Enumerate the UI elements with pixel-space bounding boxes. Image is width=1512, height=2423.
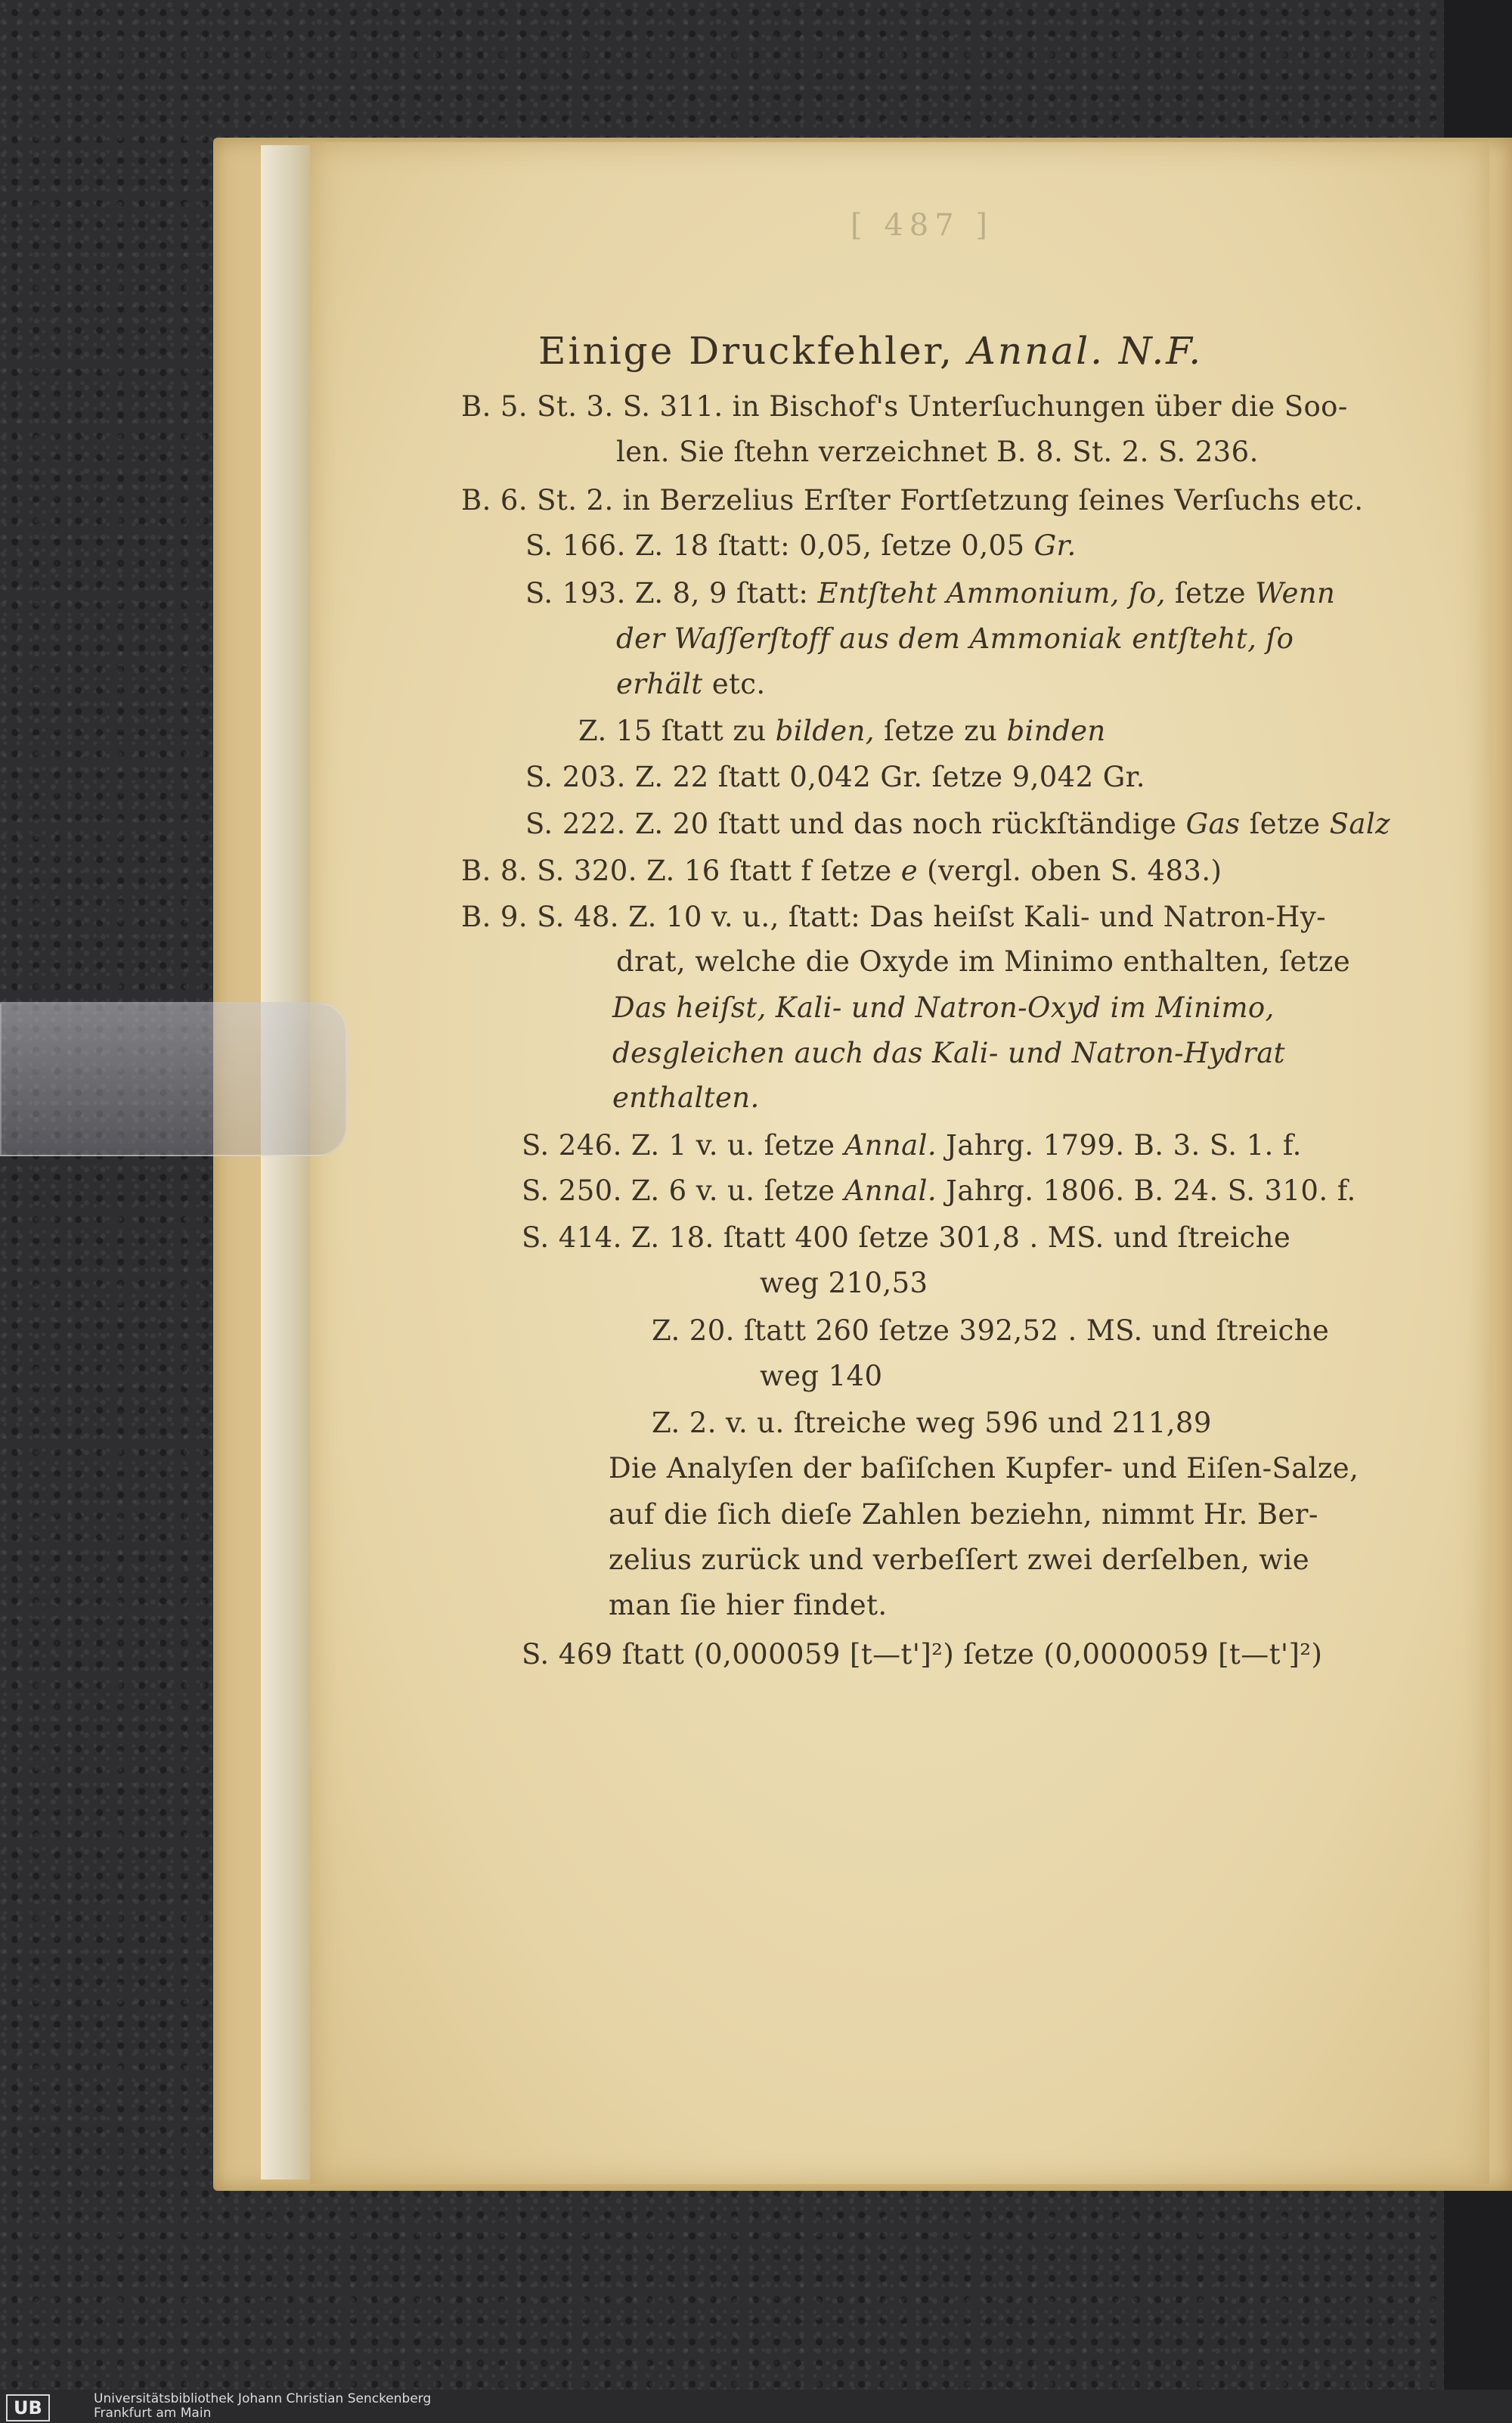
roman-text: Jahrg. 1806. B. 24. S. 310. f. bbox=[937, 1174, 1356, 1207]
italic-text: e bbox=[900, 855, 918, 887]
italic-text: der Waſſerſtoff aus dem Ammoniak entſteht, ſo bbox=[616, 622, 1294, 655]
italic-text: Das heiſst, Kali- und Natron-Oxyd im Minimo, bbox=[612, 991, 1275, 1024]
roman-text: S. 250. Z. 6 v. u. ſetze bbox=[522, 1174, 844, 1207]
roman-text: Jahrg. 1799. B. 3. S. 1. f. bbox=[937, 1129, 1302, 1162]
errata-line bbox=[612, 1079, 760, 1117]
library-name: Universitätsbibliothek Johann Christian Senckenberg bbox=[94, 2391, 432, 2406]
errata-line bbox=[652, 1312, 1329, 1350]
library-credit bbox=[94, 2392, 431, 2421]
roman-text: S. 246. Z. 1 v. u. ſetze bbox=[522, 1129, 844, 1162]
roman-text: B. 9. S. 48. Z. 10 v. u., ſtatt: Das heiſst Kali- und Natron-Hy- bbox=[461, 901, 1327, 933]
errata-line bbox=[461, 482, 1363, 520]
roman-text: Berzelius bbox=[659, 484, 795, 517]
italic-text: Annal. bbox=[844, 1174, 937, 1207]
errata-line bbox=[461, 388, 1348, 426]
italic-text: Entſteht Ammonium, ſo, bbox=[817, 577, 1166, 610]
errata-line bbox=[522, 1636, 1322, 1674]
italic-text: Salz bbox=[1329, 808, 1390, 840]
errata-line bbox=[578, 712, 1106, 750]
italic-text: bilden, bbox=[775, 715, 875, 747]
errata-line bbox=[609, 1496, 1318, 1534]
roman-text: S. 166. Z. 18 ſtatt: 0,05, ſetze 0,05 bbox=[525, 529, 1034, 562]
library-logo: UB bbox=[6, 2394, 50, 2421]
errata-line bbox=[760, 1264, 928, 1302]
italic-text: erhält bbox=[616, 668, 703, 700]
roman-text: len. Sie ſtehn verzeichnet B. 8. St. 2. S. 236. bbox=[616, 436, 1259, 468]
errata-line bbox=[612, 1035, 1285, 1072]
errata-line bbox=[522, 1127, 1302, 1165]
roman-text: drat, welche die Oxyde im Minimo enthalten, ſetze bbox=[616, 945, 1351, 978]
errata-line bbox=[652, 1404, 1212, 1442]
roman-text: B. 8. S. 320. Z. 16 ſtatt f ſetze bbox=[461, 855, 901, 887]
errata-line bbox=[461, 898, 1326, 936]
errata-line bbox=[525, 527, 1077, 565]
page-header-mark: [ 487 ] bbox=[850, 208, 993, 243]
italic-text: Wenn bbox=[1255, 577, 1336, 610]
italic-text: Gas bbox=[1185, 808, 1241, 840]
errata-line bbox=[609, 1587, 888, 1624]
errata-line bbox=[525, 805, 1390, 843]
errata-line bbox=[522, 1172, 1356, 1210]
errata-line bbox=[616, 665, 766, 703]
errata-line bbox=[616, 433, 1259, 471]
errata-line bbox=[609, 1541, 1309, 1579]
roman-text: Unterſuchungen über die Soo- bbox=[898, 390, 1348, 423]
roman-text: man ſie hier findet. bbox=[609, 1589, 888, 1621]
library-city: Frankfurt am Main bbox=[94, 2406, 212, 2421]
errata-line bbox=[525, 575, 1335, 613]
roman-text: S. 203. Z. 22 ſtatt 0,042 Gr. ſetze 9,042 Gr. bbox=[525, 761, 1145, 793]
italic-text: Gr. bbox=[1033, 529, 1077, 562]
roman-text: S. 469 ſtatt (0,000059 [t—t']²) ſetze (0,0000059 [t—t']²) bbox=[522, 1638, 1323, 1671]
roman-text: weg 140 bbox=[760, 1360, 883, 1392]
italic-text: desgleichen auch das Kali- und Natron-Hydrat bbox=[612, 1037, 1285, 1069]
roman-text: weg 210,53 bbox=[760, 1267, 928, 1299]
roman-text: B. 6. St. 2. in bbox=[461, 484, 660, 517]
errata-line bbox=[525, 759, 1145, 796]
errata-line bbox=[609, 1450, 1359, 1488]
roman-text: etc. bbox=[702, 668, 766, 700]
errata-line bbox=[612, 989, 1275, 1027]
roman-text: B. 5. St. 3. S. 311. in bbox=[461, 390, 770, 423]
errata-line bbox=[760, 1357, 882, 1395]
roman-text: ſetze bbox=[1240, 808, 1330, 840]
roman-text: ſetze bbox=[1165, 577, 1256, 610]
title-main: Einige Druckfehler, bbox=[538, 329, 954, 373]
roman-text: S. 193. Z. 8, 9 ſtatt: bbox=[525, 577, 818, 610]
roman-text: S. 222. Z. 20 ſtatt und das noch rückſtändige bbox=[525, 808, 1186, 840]
roman-text: ſetze zu bbox=[874, 715, 1007, 747]
page-title bbox=[538, 329, 1203, 373]
roman-text: Z. 15 ſtatt zu bbox=[578, 715, 776, 747]
roman-text: Erſter Fortſetzung ſeines Verſuchs etc. bbox=[794, 484, 1364, 517]
errata-line bbox=[461, 852, 1222, 890]
roman-text: zelius zurück und verbeſſert zwei derſelben, wie bbox=[609, 1543, 1310, 1576]
roman-text: Z. 20. ſtatt 260 ſetze 392,52 . MS. und ſtreiche bbox=[652, 1314, 1330, 1347]
errata-line bbox=[522, 1219, 1290, 1257]
roman-text: Die Analyſen der baſiſchen Kupfer- und Eiſen-Salze, bbox=[609, 1452, 1359, 1485]
errata-line bbox=[616, 620, 1294, 658]
italic-text: enthalten. bbox=[612, 1081, 760, 1114]
italic-text: binden bbox=[1006, 715, 1106, 747]
roman-text: auf die ſich dieſe Zahlen beziehn, nimmt Hr. Ber- bbox=[609, 1498, 1318, 1531]
roman-text: Z. 2. v. u. ſtreiche weg 596 und 211,89 bbox=[652, 1407, 1212, 1439]
title-italic: Annal. N.F. bbox=[968, 329, 1204, 373]
roman-text: Bischof's bbox=[769, 390, 899, 423]
errata-line bbox=[616, 943, 1350, 981]
roman-text: S. 414. Z. 18. ſtatt 400 ſetze 301,8 . MS. und ſtreiche bbox=[522, 1221, 1291, 1254]
roman-text: (vergl. oben S. 483.) bbox=[917, 855, 1222, 887]
italic-text: Annal. bbox=[844, 1129, 937, 1162]
